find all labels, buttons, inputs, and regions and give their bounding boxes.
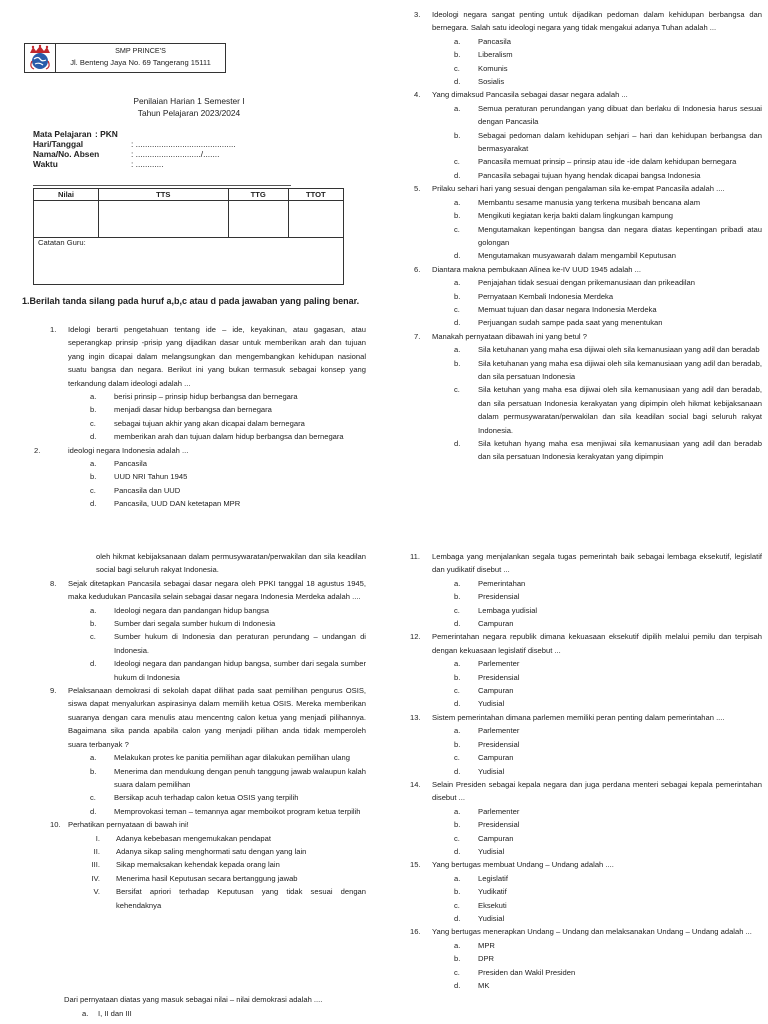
- option-text: Campuran: [478, 753, 514, 763]
- school-header-box: [24, 43, 226, 73]
- option[interactable]: [432, 697, 762, 710]
- question-number: 2.: [34, 445, 41, 455]
- option[interactable]: [68, 390, 366, 403]
- option[interactable]: [432, 872, 762, 885]
- option[interactable]: [432, 751, 762, 764]
- option-letter: c.: [454, 63, 460, 73]
- question-7: [414, 330, 762, 464]
- option-text: Lembaga yudisial: [478, 605, 538, 615]
- option-text: Pancasila dan UUD: [114, 485, 181, 495]
- question-text: Manakah pernyataan dibawah ini yang betul ?: [432, 331, 587, 341]
- statement-text: Adanya sikap saling menghormati satu dengan yang lain: [116, 846, 307, 856]
- option-letter: b.: [454, 739, 461, 749]
- option-text: Semua peraturan perundangan yang dibuat dan berlaku di Indonesia harus sesuai dengan Pancasila: [478, 103, 762, 127]
- exam-title: [24, 95, 354, 119]
- option-letter: a.: [454, 940, 461, 950]
- question-number: 15.: [410, 860, 421, 870]
- option[interactable]: [432, 617, 762, 630]
- exam-title-line1: Penilaian Harian 1 Semester I: [133, 96, 245, 106]
- option-text: Sila ketuhan hyang maha esa menjiwai sila kemanusiaan yang adil dan beradab dan sila persatuan Indonesia kerakyatan yang dipimpin: [478, 439, 762, 462]
- question-number: 8.: [50, 578, 57, 588]
- option[interactable]: [432, 845, 762, 858]
- statement: [68, 845, 366, 858]
- option-letter: d.: [454, 619, 461, 629]
- option-text: menjadi dasar hidup berbangsa dan bernegara: [114, 405, 272, 415]
- option-text: Menerima dan mendukung dengan penuh tanggung jawab walaupun kalah suara dalam pemilihan: [114, 766, 366, 789]
- option-text: Pancasila memuat prinsip – prinsip atau ide -ide dalam kehidupan bernegara: [478, 157, 737, 167]
- option[interactable]: [432, 912, 762, 925]
- option[interactable]: [432, 671, 762, 684]
- option-text: Bersikap acuh terhadap calon ketua OSIS yang terpilih: [114, 793, 299, 803]
- option-text: Penjajahan tidak sesuai dengan prikemanusiaan dan prikeadilan: [478, 278, 695, 288]
- option-text: MPR: [478, 940, 495, 950]
- option-letter: a.: [454, 278, 461, 288]
- teacher-note-cell: [34, 238, 344, 285]
- option-letter: b.: [454, 887, 461, 897]
- option-text: Ideologi negara dan pandangan hidup bangsa: [114, 605, 269, 615]
- crown-globe-icon: [25, 44, 55, 72]
- option[interactable]: [432, 604, 762, 617]
- option-text: Mengikuti kegiatan kerja bakti dalam lingkungan kampung: [478, 211, 674, 221]
- option-text: Komunis: [478, 63, 508, 73]
- instruction: 1.Berilah tanda silang pada huruf a,b,c atau d pada jawaban yang paling benar.: [22, 296, 360, 306]
- option-text: Yudisial: [478, 846, 505, 856]
- statement-numeral: I.: [95, 833, 100, 843]
- question-10: [50, 818, 366, 912]
- meta-divider: [33, 185, 291, 186]
- option[interactable]: [432, 738, 762, 751]
- option-text: berisi prinsip – prinsip hidup berbangsa dan bernegara: [114, 392, 298, 402]
- statement: [68, 872, 366, 885]
- question-text: Pelaksanaan demokrasi di sekolah dapat dilihat pada saat pemilihan pengurus OSIS, siswa dapat menyalurkan aspirasinya dalam memilih ketua OSIS. Mereka memberikan suaranya dengan cara menulis atau mencentng calon ketua yang menjadi pilihannya. Bagaimana sika panda apabila calon yang menjadi pilihan anda tidak memperoleh suara terbanyak ?: [68, 686, 366, 749]
- option[interactable]: [68, 457, 366, 470]
- grade-header-ttg: TTG: [228, 189, 288, 201]
- question-8: [50, 577, 366, 684]
- option-letter: b.: [454, 130, 461, 140]
- option-letter: a.: [90, 753, 97, 763]
- statement: [68, 832, 366, 845]
- option[interactable]: [432, 303, 762, 316]
- school-address: Jl. Benteng Jaya No. 69 Tangerang 15111: [70, 58, 211, 67]
- option[interactable]: [432, 35, 762, 48]
- option-text: Memuat tujuan dan dasar negara Indonesia Merdeka: [478, 304, 657, 314]
- questions-p2-right: [410, 550, 762, 992]
- question-text: Selain Presiden sebagai kepala negara dan juga perdana menteri sebagai kepala pemerintahan disebut ...: [432, 779, 762, 803]
- option-text: Eksekuti: [478, 900, 507, 910]
- question-3: [414, 8, 762, 88]
- option-letter: c.: [454, 686, 460, 696]
- option-text: Yudisial: [478, 913, 505, 923]
- option-letter: a.: [454, 36, 461, 46]
- option[interactable]: [432, 343, 762, 356]
- teacher-note-label: Catatan Guru:: [38, 238, 86, 247]
- option-text: sebagai tujuan akhir yang akan dicapai dalam bernegara: [114, 418, 305, 428]
- option[interactable]: [432, 724, 762, 737]
- option-letter: d.: [454, 251, 461, 261]
- question-number: 7.: [414, 331, 421, 341]
- option-text: Pemerintahan: [478, 578, 526, 588]
- statement-numeral: IV.: [91, 873, 100, 883]
- option-letter: b.: [454, 291, 461, 301]
- option[interactable]: [432, 899, 762, 912]
- option-text: Melakukan protes ke panitia pemilihan agar dilakukan pemilihan ulang: [114, 753, 350, 763]
- option-text: Presidensial: [478, 820, 520, 830]
- option-letter: a.: [454, 103, 461, 113]
- option-text: Parlementer: [478, 726, 520, 736]
- option-letter: b.: [454, 954, 461, 964]
- option-text: Sila ketuhanan yang maha esa dijiwai oleh sila kemanusiaan yang adil dan beradab: [478, 345, 760, 355]
- option-text: Liberalism: [478, 50, 513, 60]
- option-text: I, II dan III: [98, 1009, 132, 1018]
- option-letter: d.: [454, 77, 461, 87]
- option-letter: b.: [90, 619, 97, 629]
- option[interactable]: [432, 885, 762, 898]
- option-letter: b.: [90, 472, 97, 482]
- option[interactable]: [68, 417, 366, 430]
- option-text: memberikan arah dan tujuan dalam hidup berbangsa dan bernegara: [114, 432, 344, 442]
- option[interactable]: [68, 630, 366, 657]
- question-text: Yang bertugas menerapkan Undang – Undang dan melaksanakan Undang – Undang adalah ...: [432, 927, 752, 937]
- option-text: Legislatif: [478, 873, 508, 883]
- option-letter: c.: [454, 157, 460, 167]
- question-number: 16.: [410, 927, 421, 937]
- exam-title-line2: Tahun Pelajaran 2023/2024: [137, 108, 241, 118]
- option[interactable]: [432, 437, 762, 464]
- option[interactable]: [432, 169, 762, 182]
- option[interactable]: [432, 102, 762, 129]
- option-letter: d.: [454, 439, 461, 448]
- option[interactable]: [432, 129, 762, 156]
- option-text: Sebagai pedoman dalam kehidupan sehjari – hari dan kehidupan berbangsa dan bermasyarakat: [478, 130, 762, 154]
- option-letter: a.: [454, 659, 461, 669]
- grade-cell-ttg: [228, 201, 288, 238]
- option[interactable]: [432, 196, 762, 209]
- option[interactable]: [432, 316, 762, 329]
- question-text: Prilaku sehari hari yang sesuai dengan pengalaman sila ke-empat Pancasila adalah ....: [432, 184, 725, 194]
- option[interactable]: [432, 765, 762, 778]
- option-text: Pancasila: [114, 459, 147, 469]
- question-number: 14.: [410, 779, 421, 789]
- option-text: Membantu sesame manusia yang terkena musibah bencana alam: [478, 197, 701, 207]
- meta-value: : ............: [131, 159, 164, 169]
- question-2: [34, 444, 366, 511]
- option-letter: d.: [454, 981, 461, 990]
- question-number: 3.: [414, 10, 421, 19]
- option-text: Mengutamakan musyawarah dalam mengambil Keputusan: [478, 251, 676, 261]
- statement-text: Sikap memaksakan kehendak kepada orang lain: [116, 860, 280, 870]
- option-text: Sosialis: [478, 77, 505, 87]
- option[interactable]: [68, 484, 366, 497]
- statement-numeral: V.: [93, 887, 100, 897]
- option-text: UUD NRI Tahun 1945: [114, 472, 188, 482]
- option-letter: c.: [90, 632, 96, 642]
- grade-header-tts: TTS: [99, 189, 229, 201]
- option[interactable]: [432, 290, 762, 303]
- statement-text: Adanya kebebasan mengemukakan pendapat: [116, 833, 271, 843]
- option-letter: b.: [454, 672, 461, 682]
- option[interactable]: [432, 357, 762, 384]
- option[interactable]: [432, 577, 762, 590]
- option-text: Perjuangan sudah sampe pada saat yang menentukan: [478, 318, 663, 328]
- option-text: Sila ketuhanan yang maha esa dijiwai oleh sila kemanusiaan yang adil dan beradab, dan sila persatuan Indonesia: [478, 358, 762, 381]
- statement: [68, 885, 366, 912]
- option-text: Pernyataan Kembali Indonesia Merdeka: [478, 291, 614, 301]
- option-letter: a.: [454, 345, 461, 355]
- question-5: [414, 182, 762, 262]
- option-letter: c.: [454, 967, 460, 977]
- option-letter: b.: [454, 592, 461, 602]
- questions-p1-left: [34, 323, 366, 511]
- option[interactable]: [68, 765, 366, 792]
- option-letter: c.: [90, 793, 96, 803]
- question-16: [410, 925, 762, 992]
- option[interactable]: [68, 805, 366, 818]
- meta-label: Waktu: [33, 159, 58, 169]
- option-text: Presiden dan Wakil Presiden: [478, 967, 576, 977]
- option-letter: d.: [454, 913, 461, 923]
- option-letter: a.: [90, 605, 97, 615]
- option-text: Pancasila: [478, 36, 511, 46]
- statement: [68, 858, 366, 871]
- option[interactable]: [432, 684, 762, 697]
- meta-label: Mata Pelajaran: [33, 129, 92, 139]
- question-text: Sistem pemerintahan dimana parlemen memiliki peran penting dalam pemerintahan ....: [432, 712, 725, 722]
- option[interactable]: [432, 952, 762, 965]
- option[interactable]: [432, 818, 762, 831]
- option-letter: a.: [454, 806, 461, 816]
- grade-header-ttot: TTOT: [288, 189, 343, 201]
- option-text: Campuran: [478, 833, 514, 843]
- option[interactable]: [432, 590, 762, 603]
- question-number: 12.: [410, 632, 421, 642]
- grade-table: [33, 188, 344, 285]
- option[interactable]: [432, 979, 762, 992]
- question-text: Yang dimaksud Pancasila sebagai dasar negara adalah ...: [432, 90, 628, 100]
- question-text: Idelogi berarti pengetahuan tentang ide – ide, keyakinan, atau gagasan, atau seperangkap prinsip -prisip yang dijadikan dasar untuk memberikan arah dan tujuan yang ingin dicapai dalam melangsungkan dan mengembangkan kehidupan nasional suatu bangsa dan negara. Berikut ini yang bukan termasuk sebagai konsep yang terkandung dalam ideologi adalah ...: [68, 325, 366, 388]
- question-number: 11.: [410, 552, 420, 561]
- option-text: Campuran: [478, 619, 514, 629]
- question-text: ideologi negara Indonesia adalah ...: [68, 445, 189, 455]
- question-text: Yang bertugas membuat Undang – Undang adalah ....: [432, 860, 614, 870]
- option-letter: d.: [90, 659, 97, 669]
- option-letter: c.: [454, 224, 460, 234]
- meta-time: [33, 160, 293, 170]
- question-text: Pemerintahan negara republik dimana kekuasaan eksekutif dipilih melalui pemilu dan terpisah dengan kekuasaan legislatif disebut ...: [432, 632, 762, 655]
- questions-p2-left: [50, 550, 366, 912]
- option-letter: d.: [454, 766, 461, 776]
- option[interactable]: [68, 604, 366, 617]
- option[interactable]: [432, 249, 762, 262]
- statement-numeral: II.: [93, 846, 100, 856]
- option[interactable]: [432, 48, 762, 61]
- option-text: Mengutamakan kepentingan bangsa dan negara diatas kepentingan pribadi atau golongan: [478, 224, 762, 247]
- question-11: [410, 550, 762, 630]
- option-text: Ideologi negara dan pandangan hidup bangsa, sumber dari segala sumber hukum di Indonesia: [114, 659, 366, 682]
- option-letter: b.: [454, 50, 461, 60]
- option-letter: c.: [454, 833, 460, 843]
- grade-cell-ttot: [288, 201, 343, 238]
- option-letter: c.: [454, 605, 460, 615]
- option-letter: a.: [454, 726, 461, 736]
- option[interactable]: [68, 470, 366, 483]
- question-15: [410, 858, 762, 925]
- question-text: Lembaga yang menjalankan segala tugas pemerintah baik sebagai lembaga eksekutif, legislatif dan yudikatif disebut ...: [432, 552, 762, 575]
- option-text: Presidensial: [478, 592, 520, 602]
- option[interactable]: [432, 155, 762, 168]
- school-logo: [25, 44, 56, 72]
- option-letter: b.: [454, 820, 461, 830]
- question-number: 9.: [50, 686, 57, 696]
- grade-cell-tts: [99, 201, 229, 238]
- question-text: Perhatikan pernyataan di bawah ini!: [68, 820, 189, 830]
- questions-p1-right: [414, 8, 762, 464]
- option-text: Campuran: [478, 686, 514, 696]
- option[interactable]: [432, 939, 762, 952]
- option[interactable]: [432, 209, 762, 222]
- option[interactable]: [68, 430, 366, 443]
- option-letter: b.: [90, 766, 97, 776]
- option-letter: c.: [454, 753, 460, 763]
- question-4: [414, 88, 762, 182]
- question-text: Diantara makna pembukaan Alinea ke-IV UUD 1945 adalah ...: [432, 264, 641, 274]
- question-14: [410, 778, 762, 858]
- option[interactable]: [432, 657, 762, 670]
- school-name: SMP PRINCE'S: [115, 46, 166, 55]
- option-text: Pancasila, UUD DAN ketetapan MPR: [114, 499, 241, 509]
- option-text: Memprovokasi teman – temannya agar memboikot program ketua terpilih: [114, 806, 361, 816]
- question-number: 6.: [414, 264, 421, 274]
- option-text: Yudisial: [478, 766, 505, 776]
- option[interactable]: [432, 276, 762, 289]
- option-letter: d.: [454, 699, 461, 709]
- option[interactable]: [432, 805, 762, 818]
- option-letter: a.: [90, 392, 97, 402]
- meta-label: Hari/Tanggal: [33, 139, 84, 149]
- option-letter: d.: [454, 318, 461, 328]
- option-text: MK: [478, 981, 490, 990]
- option-letter: a.: [454, 578, 461, 588]
- option-text: Yudikatif: [478, 887, 507, 897]
- option[interactable]: [68, 497, 366, 510]
- option-text: Yudisial: [478, 699, 505, 709]
- meta-label: Nama/No. Absen: [33, 149, 100, 159]
- option-text: Presidensial: [478, 672, 520, 682]
- option-letter: b.: [454, 358, 461, 368]
- exam-meta: [33, 130, 293, 170]
- option[interactable]: [68, 751, 366, 764]
- option-letter: d.: [90, 806, 97, 816]
- grade-cell-nilai: [34, 201, 99, 238]
- option[interactable]: [432, 383, 762, 437]
- question-6: [414, 263, 762, 330]
- option-letter: a.: [82, 1009, 89, 1018]
- question-number: 10.: [50, 820, 61, 830]
- option-text: Sumber dari segala sumber hukum di Indonesia: [114, 619, 276, 629]
- question-text: Sejak ditetapkan Pancasila sebagai dasar negara oleh PPKI tanggal 18 agustus 1945, maka kedudukan Pancasila selain sebagai dasar negara Indonesia Merdeka adalah ....: [68, 578, 366, 602]
- question-number: 4.: [414, 90, 421, 100]
- option-letter: c.: [90, 485, 96, 495]
- option[interactable]: [432, 223, 762, 250]
- option-letter: d.: [454, 170, 461, 180]
- question-13: [410, 711, 762, 778]
- option[interactable]: [68, 657, 366, 684]
- option[interactable]: [432, 75, 762, 88]
- grade-header-nilai: Nilai: [34, 189, 99, 201]
- option-text: Presidensial: [478, 739, 520, 749]
- option-text: Pancasila sebagai tujuan hyang hendak dicapai bangsa Indonesia: [478, 170, 701, 180]
- option-text: Sumber hukum di Indonesia dan peraturan perundang – undangan di Indonesia.: [114, 632, 366, 655]
- meta-value: : ...........................................: [131, 139, 236, 149]
- option-letter: b.: [90, 405, 97, 415]
- option-text: Parlementer: [478, 806, 520, 816]
- option-letter: b.: [454, 211, 461, 221]
- option-letter: c.: [454, 304, 460, 314]
- question-number: 5.: [414, 184, 421, 194]
- statement-numeral: III.: [91, 860, 100, 870]
- option-letter: d.: [90, 499, 97, 509]
- option[interactable]: [68, 403, 366, 416]
- option[interactable]: [432, 62, 762, 75]
- question-text: Ideologi negara sangat penting untuk dijadikan pedoman dalam kehidupan berbangsa dan bernegara. Salah satu ideologi negara yang tidak mengakui adanya Tuhan adalah ...: [432, 10, 762, 33]
- question-1: [50, 323, 366, 444]
- option-letter: a.: [454, 197, 461, 207]
- option-letter: a.: [90, 459, 97, 469]
- statement-text: Bersifat apriori terhadap Keputusan yang tidak sesuai dengan kehendaknya: [116, 887, 366, 910]
- option-letter: c.: [454, 900, 460, 910]
- question-9: [50, 684, 366, 818]
- option-letter: c.: [90, 418, 96, 428]
- option-text: Sila ketuhan yang maha esa dijiwai oleh sila kemanusiaan yang adil dan beradab, dan sila persatuan Indonesia kerakyatan yang dipimpin oleh hikmat kebijaksanaan dalam permusywaratan/perwakilan dan sila keadilan social bagi seluruh rakyat Indonesia.: [478, 385, 762, 435]
- statement-text: Menerima hasil Keputusan secara bertanggung jawab: [116, 873, 298, 883]
- question-number: 1.: [50, 325, 57, 334]
- question-number: 13.: [410, 712, 421, 722]
- question-12: [410, 630, 762, 710]
- option-text: DPR: [478, 954, 495, 964]
- meta-value: : ............................/.......: [131, 149, 220, 159]
- option-letter: c.: [454, 385, 460, 395]
- option-text: Parlementer: [478, 659, 520, 669]
- option-letter: d.: [454, 846, 461, 856]
- option[interactable]: [432, 832, 762, 845]
- option[interactable]: [68, 791, 366, 804]
- option[interactable]: [68, 617, 366, 630]
- q10-question: Dari pernyataan diatas yang masuk sebagai nilai – nilai demokrasi adalah ....: [64, 995, 323, 1004]
- q7-continuation: oleh hikmat kebijaksanaan dalam permusywaratan/perwakilan dan sila keadilan social bagi seluruh rakyat Indonesia.: [96, 552, 366, 575]
- option-letter: d.: [90, 432, 97, 442]
- meta-value: : PKN: [95, 129, 118, 139]
- option-letter: a.: [454, 873, 461, 883]
- option[interactable]: [432, 966, 762, 979]
